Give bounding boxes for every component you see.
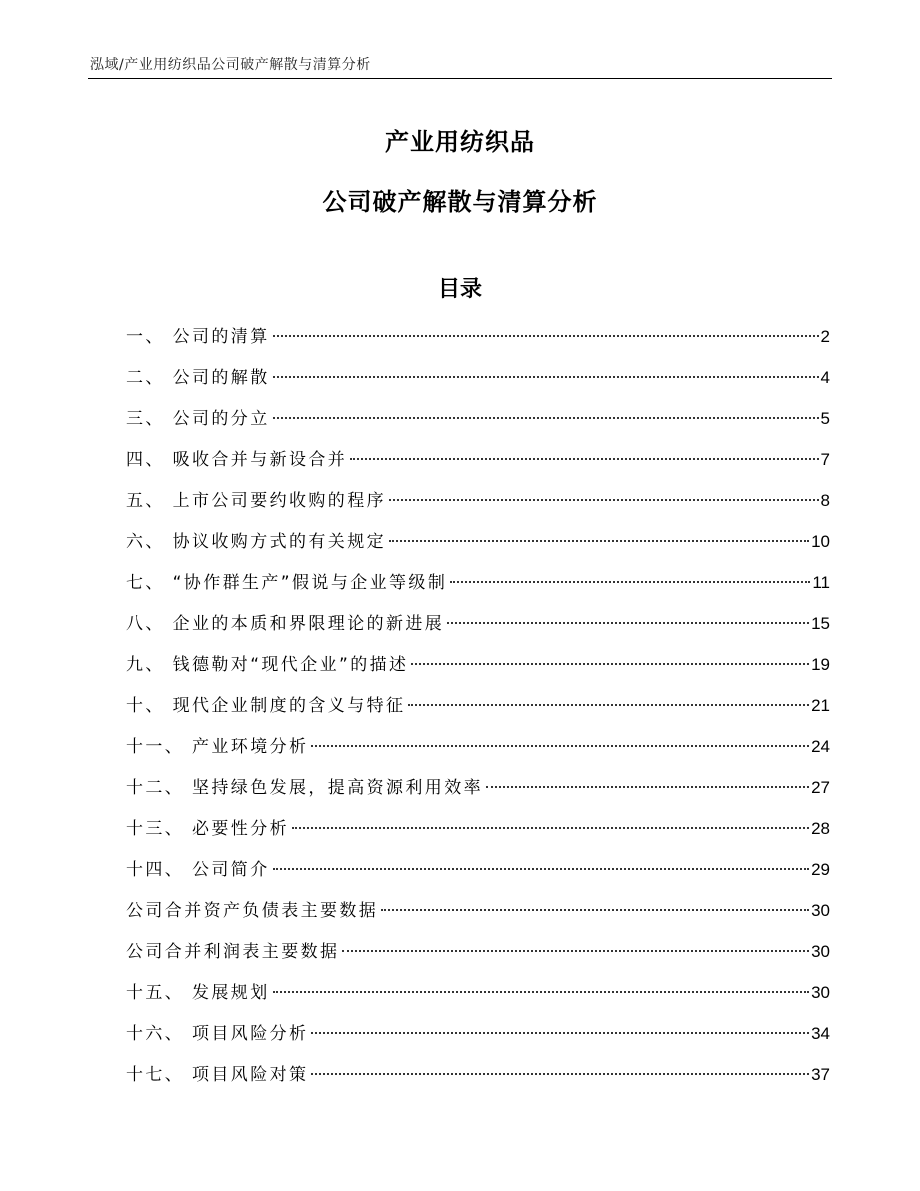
toc-entry-label: 三、 公司的分立 [126, 409, 270, 429]
toc-entry[interactable] [126, 445, 830, 486]
toc-entry-label: 四、 吸收合并与新设合并 [126, 450, 348, 470]
toc-dot-leader [273, 335, 819, 337]
toc-entry-label: 八、 企业的本质和界限理论的新进展 [126, 614, 445, 634]
toc-entry-page: 10 [811, 532, 830, 551]
toc-entry-label: 一、 公司的清算 [126, 327, 270, 347]
toc-dot-leader [273, 868, 809, 870]
toc-dot-leader [273, 991, 809, 993]
toc-dot-leader [311, 1032, 809, 1034]
toc-entry-page: 24 [811, 737, 830, 756]
toc-entry-label: 十二、 坚持绿色发展，提高资源利用效率 [126, 778, 484, 798]
toc-entry-label: 十七、 项目风险对策 [126, 1065, 309, 1085]
toc-heading: 目录 [437, 277, 482, 302]
toc-entry[interactable] [126, 814, 830, 855]
toc-entry-page: 4 [820, 368, 830, 387]
toc-entry-page: 29 [811, 860, 830, 879]
toc-entry-label: 十一、 产业环境分析 [126, 737, 309, 757]
header-rule [88, 78, 832, 79]
toc-entry-label: 九、 钱德勒对“现代企业”的描述 [126, 655, 409, 675]
toc-dot-leader [350, 458, 818, 460]
toc-entry-page: 30 [811, 983, 830, 1002]
running-header: 泓域/产业用纺织品公司破产解散与清算分析 [90, 57, 371, 73]
toc-entry[interactable] [126, 650, 830, 691]
toc-entry[interactable] [126, 855, 830, 896]
toc-dot-leader [273, 417, 819, 419]
toc-entry-label: 十五、 发展规划 [126, 983, 270, 1003]
toc-entry-page: 11 [812, 573, 830, 592]
toc-dot-leader [447, 622, 809, 624]
toc-dot-leader [389, 499, 819, 501]
toc-entry[interactable] [126, 1019, 830, 1060]
toc-entry-page: 37 [811, 1065, 830, 1084]
toc-entry[interactable] [126, 404, 830, 445]
toc-entry[interactable] [126, 486, 830, 527]
toc-entry[interactable] [126, 978, 830, 1019]
toc-entry-page: 21 [811, 696, 830, 715]
toc-entry-page: 28 [811, 819, 830, 838]
toc-dot-leader [342, 950, 809, 952]
toc-entry-label: 公司合并利润表主要数据 [126, 942, 340, 962]
toc-dot-leader [381, 909, 809, 911]
toc-dot-leader [389, 540, 809, 542]
toc-entry[interactable] [126, 732, 830, 773]
toc-dot-leader [311, 745, 809, 747]
toc-dot-leader [408, 704, 809, 706]
toc-entry-page: 7 [820, 450, 830, 469]
toc-entry-page: 8 [820, 491, 830, 510]
toc-entry[interactable] [126, 691, 830, 732]
toc-dot-leader [273, 376, 819, 378]
toc-entry-page: 2 [820, 327, 830, 346]
toc-entry-label: 十、 现代企业制度的含义与特征 [126, 696, 406, 716]
toc-dot-leader [486, 786, 809, 788]
toc-entry[interactable] [126, 937, 830, 978]
toc-dot-leader [292, 827, 809, 829]
toc-entry-page: 19 [811, 655, 830, 674]
toc-entry-page: 27 [811, 778, 830, 797]
toc-entry-label: 公司合并资产负债表主要数据 [126, 901, 379, 921]
toc-entry-label: 二、 公司的解散 [126, 368, 270, 388]
toc-entry-page: 15 [811, 614, 830, 633]
toc-entry-label: 五、 上市公司要约收购的程序 [126, 491, 387, 511]
toc-entry-label: 七、 “协作群生产”假说与企业等级制 [126, 573, 448, 593]
toc-entry[interactable] [126, 322, 830, 363]
toc-entry-page: 5 [820, 409, 830, 428]
toc-entry[interactable] [126, 896, 830, 937]
document-title-line-2: 公司破产解散与清算分析 [322, 188, 598, 216]
toc-entry[interactable] [126, 609, 830, 650]
toc-entry-label: 十六、 项目风险分析 [126, 1024, 309, 1044]
toc-dot-leader [411, 663, 809, 665]
toc-dot-leader [450, 581, 810, 583]
toc-entry[interactable] [126, 773, 830, 814]
toc-entry[interactable] [126, 527, 830, 568]
table-of-contents [126, 322, 830, 1101]
toc-entry[interactable] [126, 1060, 830, 1101]
toc-entry[interactable] [126, 363, 830, 404]
toc-entry-page: 30 [811, 901, 830, 920]
document-title-line-1: 产业用纺织品 [385, 128, 535, 156]
toc-entry-label: 六、 协议收购方式的有关规定 [126, 532, 387, 552]
toc-entry-label: 十四、 公司简介 [126, 860, 270, 880]
toc-entry-page: 30 [811, 942, 830, 961]
toc-entry-label: 十三、 必要性分析 [126, 819, 290, 839]
toc-entry[interactable] [126, 568, 830, 609]
toc-dot-leader [311, 1073, 809, 1075]
toc-entry-page: 34 [811, 1024, 830, 1043]
